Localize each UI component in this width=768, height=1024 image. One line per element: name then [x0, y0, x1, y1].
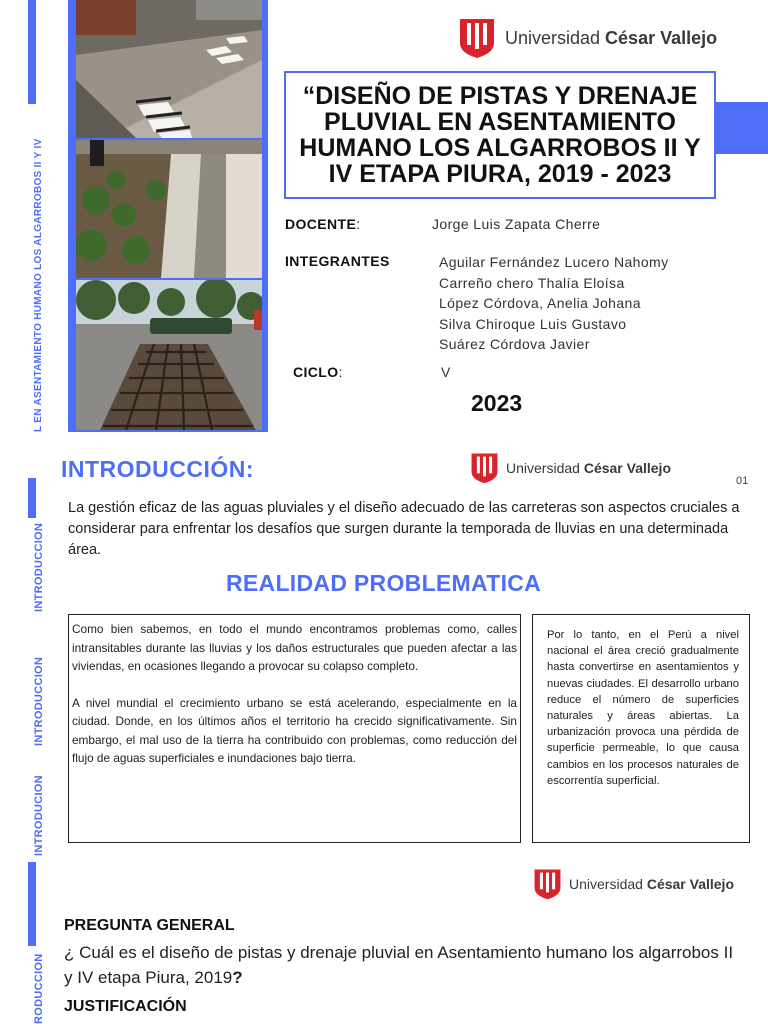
page-number: 01 [736, 475, 749, 487]
realidad-paragraph-2: A nivel mundial el crecimiento urbano se está acelerando, especialmente en la ciudad. Donde, en los últimos años el territorio ha crecido significativamente. Sin embargo, el mal uso de la tierra ha contribuido con problemas, como reducción del flujo de aguas superficiales e inundaciones bajo tierra. [72, 695, 517, 765]
year-label: 2023 [471, 390, 523, 416]
realidad-peru-paragraph: Por lo tanto, en el Perú a nivel nacional el área creció gradualmente hasta convertirse en asentamientos y nuevas ciudades. El desarrollo urbano reduce el número de superficies naturales y áreas abiertas. La urbanización provoca una pérdida de superficie permeable, lo que causa cambios en los procesos naturales de escorrentía superficial. [547, 629, 739, 787]
shield-logo-icon [470, 452, 499, 484]
canal-planter-photo [76, 140, 262, 278]
pregunta-heading: PREGUNTA GENERAL [64, 917, 235, 934]
intro-paragraph: La gestión eficaz de las aguas pluviales y el diseño adecuado de las carreteras son aspectos cruciales a considerar para enfrentar los desafíos que surgen durante la temporada de lluvias en una determinada área. [68, 500, 740, 558]
document-title: “DISEÑO DE PISTAS Y DRENAJE PLUVIAL EN ASENTAMIENTO HUMANO LOS ALGARROBOS II Y IV ETAPA PIURA, 2019 - 2023 [299, 82, 701, 188]
university-logo-top [458, 17, 717, 59]
ciclo-value: V [441, 364, 451, 380]
list-item: López Córdova, Anelia Johana [439, 295, 641, 311]
docente-label: DOCENTE: [285, 216, 361, 232]
university-name: Universidad César Vallejo [506, 460, 671, 476]
realidad-paragraph-1: Como bien sabemos, en todo el mundo encontramos problemas como, calles intransitables durante las lluvias y los daños estructurales que pueden afectar a las viviendas, en ocasiones llegando a provocar su colapso completo. [72, 622, 517, 673]
rail-label-mid2: INTRODUCCION [33, 656, 45, 746]
integrantes-list [439, 252, 669, 355]
university-name: Universidad César Vallejo [569, 876, 734, 892]
rail-label-bottom: RODUCCION [33, 953, 45, 1024]
rail-label-low: INTRODUCION [33, 775, 45, 856]
drain-grate-photo [76, 280, 262, 430]
street-crosswalk-photo [76, 0, 262, 138]
rail-label-top: L EN ASENTAMIENTO HUMANO LOS ALGARROBOS II Y IV [33, 138, 44, 432]
accent-block [716, 102, 768, 154]
justificacion-heading: JUSTIFICACIÓN [64, 998, 187, 1015]
integrantes-label: INTEGRANTES [285, 253, 390, 269]
docente-value: Jorge Luis Zapata Cherre [432, 216, 601, 232]
shield-logo-icon [533, 868, 562, 900]
rail-bar-2 [28, 478, 36, 518]
university-name: Universidad César Vallejo [505, 27, 718, 48]
realidad-heading: REALIDAD PROBLEMATICA [226, 570, 542, 596]
pregunta-text: ¿ Cuál es el diseño de pistas y drenaje pluvial en Asentamiento humano los algarrobos II y IV etapa Piura, 2019? [64, 943, 734, 987]
list-item: Suárez Córdova Javier [439, 336, 590, 352]
rail-label-mid1: INTRODUCCION [33, 522, 45, 612]
rail-bar-top [28, 0, 36, 104]
ciclo-label: CICLO: [293, 364, 343, 380]
list-item: Silva Chiroque Luis Gustavo [439, 315, 627, 332]
rail-bar-3 [28, 862, 36, 946]
intro-heading: INTRODUCCIÓN: [61, 456, 255, 482]
shield-logo-icon [458, 17, 496, 59]
university-logo-intro [470, 452, 671, 484]
realidad-box-world [68, 614, 521, 843]
realidad-box-peru [532, 614, 750, 843]
university-logo-bottom [533, 868, 734, 900]
title-box [284, 71, 716, 199]
list-item: Carreño chero Thalía Eloísa [439, 274, 625, 291]
list-item: Aguilar Fernández Lucero Nahomy [439, 254, 669, 270]
